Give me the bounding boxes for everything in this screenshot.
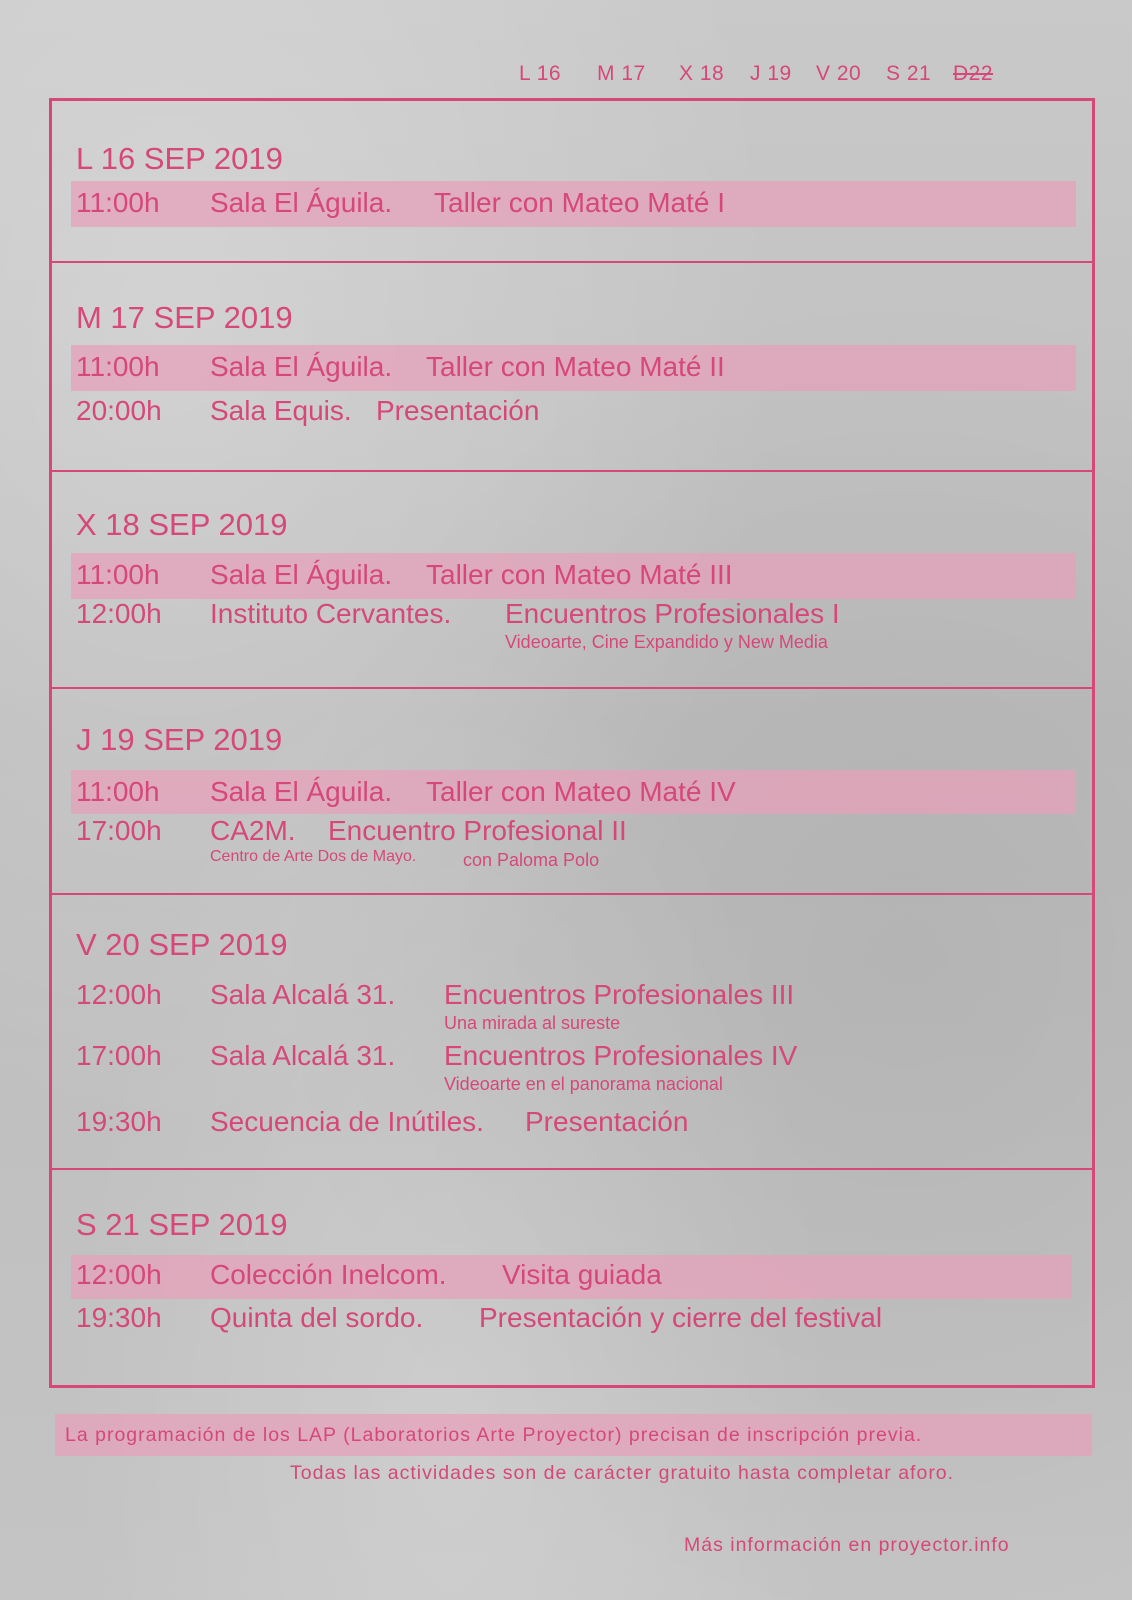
event-activity-subtitle: Una mirada al sureste xyxy=(444,1013,621,1033)
event-row xyxy=(52,395,1092,435)
event-row xyxy=(52,187,1092,227)
more-info-link[interactable]: Más información en proyector.info xyxy=(684,1534,1010,1556)
day-heading: V 20 SEP 2019 xyxy=(76,927,288,962)
day-heading: L 16 SEP 2019 xyxy=(76,141,283,176)
event-time: 11:00h xyxy=(76,776,160,807)
event-row xyxy=(52,776,1092,816)
event-time: 12:00h xyxy=(76,979,162,1010)
nav-day-l16[interactable]: L 16 xyxy=(519,62,562,85)
event-venue: Sala Alcalá 31. xyxy=(210,1040,396,1071)
nav-day-v20[interactable]: V 20 xyxy=(816,62,862,85)
event-activity: Encuentros Profesionales I xyxy=(505,598,840,629)
day-heading: X 18 SEP 2019 xyxy=(76,507,288,542)
event-venue: Sala Alcalá 31. xyxy=(210,979,396,1010)
nav-day-m17[interactable]: M 17 xyxy=(597,62,646,85)
event-time: 17:00h xyxy=(76,815,162,846)
event-activity: Taller con Mateo Maté I xyxy=(434,187,726,218)
event-time: 11:00h xyxy=(76,559,160,590)
nav-day-s21[interactable]: S 21 xyxy=(886,62,932,85)
event-venue: Instituto Cervantes. xyxy=(210,598,452,629)
section-divider xyxy=(52,1168,1092,1170)
event-time: 11:00h xyxy=(76,187,160,218)
event-time: 12:00h xyxy=(76,598,162,629)
section-divider xyxy=(52,470,1092,472)
event-activity: Encuentro Profesional II xyxy=(328,815,627,846)
free-admission-note: Todas las actividades son de carácter gratuito hasta completar aforo. xyxy=(290,1462,955,1484)
event-activity: Encuentros Profesionales III xyxy=(444,979,795,1010)
section-divider xyxy=(52,687,1092,689)
event-time: 11:00h xyxy=(76,351,160,382)
event-time: 12:00h xyxy=(76,1259,162,1290)
nav-day-j19[interactable]: J 19 xyxy=(750,62,792,85)
day-heading: J 19 SEP 2019 xyxy=(76,722,283,757)
event-venue: Sala Equis. xyxy=(210,395,352,426)
event-venue: Quinta del sordo. xyxy=(210,1302,424,1333)
event-time: 19:30h xyxy=(76,1302,162,1333)
schedule-frame xyxy=(49,98,1095,1388)
day-navigation xyxy=(0,62,1132,90)
event-row xyxy=(52,1259,1092,1299)
event-venue-subtitle: Centro de Arte Dos de Mayo. xyxy=(210,848,417,865)
event-activity: Taller con Mateo Maté III xyxy=(426,559,733,590)
event-activity: Presentación xyxy=(376,395,540,426)
event-activity: Presentación xyxy=(525,1106,689,1137)
event-activity: Visita guiada xyxy=(502,1259,662,1290)
event-venue: Sala El Águila. xyxy=(210,559,393,590)
event-venue: Colección Inelcom. xyxy=(210,1259,447,1290)
day-heading: S 21 SEP 2019 xyxy=(76,1207,288,1242)
registration-note: La programación de los LAP (Laboratorios Arte Proyector) precisan de inscripción previa. xyxy=(65,1424,923,1446)
event-activity-subtitle: Videoarte, Cine Expandido y New Media xyxy=(505,632,828,652)
event-activity: Taller con Mateo Maté II xyxy=(426,351,725,382)
section-divider xyxy=(52,893,1092,895)
event-time: 20:00h xyxy=(76,395,162,426)
event-venue: Sala El Águila. xyxy=(210,187,393,218)
event-activity-subtitle: Videoarte en el panorama nacional xyxy=(444,1074,723,1094)
event-venue: Secuencia de Inútiles. xyxy=(210,1106,484,1137)
event-row xyxy=(52,1106,1092,1146)
section-divider xyxy=(52,261,1092,263)
event-row xyxy=(52,351,1092,391)
nav-day-d22: D22 xyxy=(953,62,994,85)
event-activity-subtitle: con Paloma Polo xyxy=(463,850,600,870)
event-time: 19:30h xyxy=(76,1106,162,1137)
day-heading: M 17 SEP 2019 xyxy=(76,300,293,335)
event-activity: Presentación y cierre del festival xyxy=(479,1302,883,1333)
event-activity: Taller con Mateo Maté IV xyxy=(426,776,736,807)
event-venue: CA2M. xyxy=(210,815,296,846)
event-venue: Sala El Águila. xyxy=(210,776,393,807)
event-row xyxy=(52,1302,1092,1342)
event-time: 17:00h xyxy=(76,1040,162,1071)
event-row xyxy=(52,559,1092,599)
event-venue: Sala El Águila. xyxy=(210,351,393,382)
event-row xyxy=(52,815,1092,855)
event-activity: Encuentros Profesionales IV xyxy=(444,1040,798,1071)
nav-day-x18[interactable]: X 18 xyxy=(679,62,725,85)
